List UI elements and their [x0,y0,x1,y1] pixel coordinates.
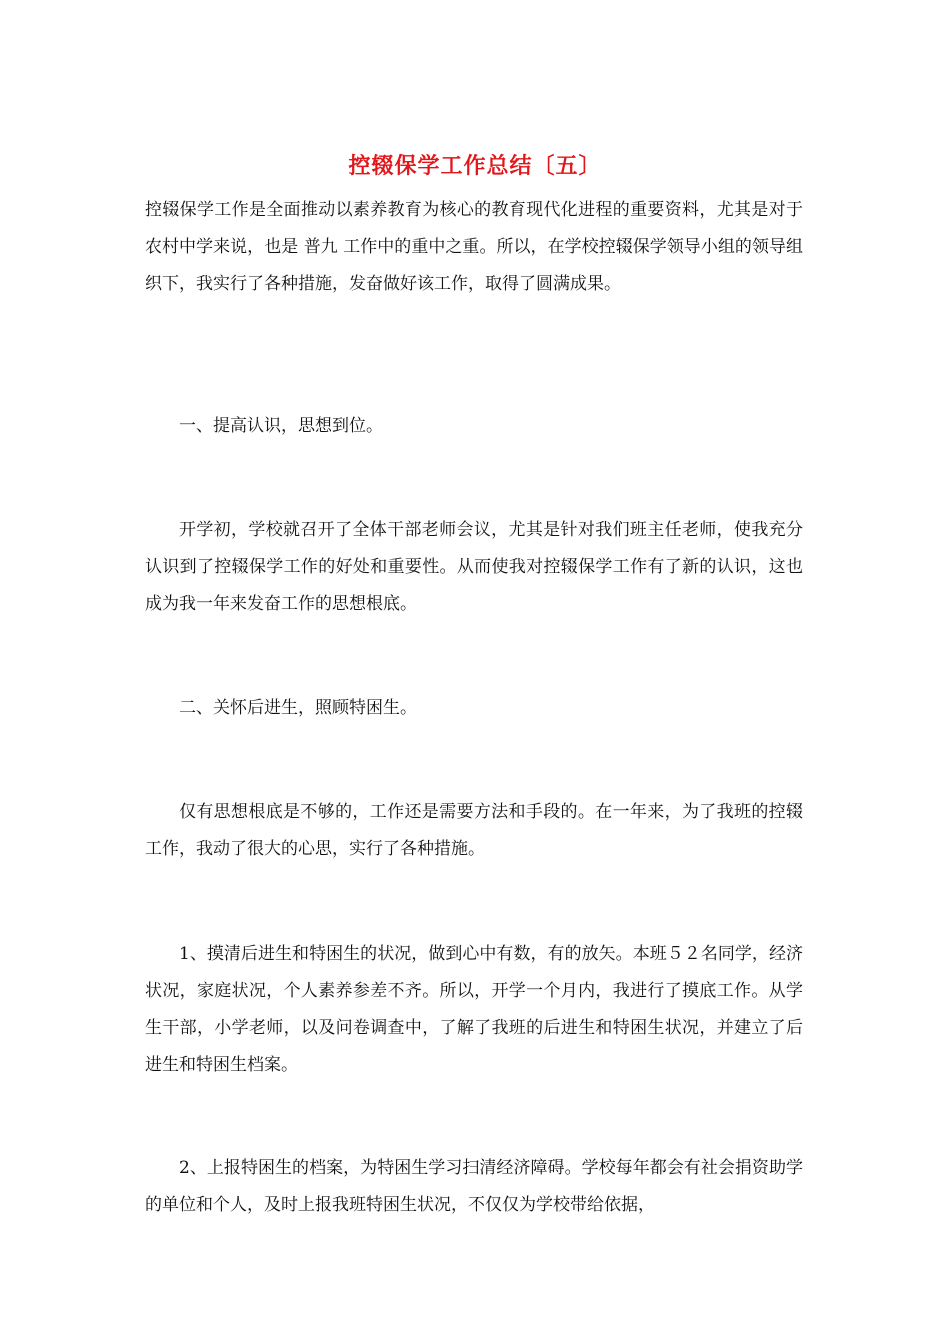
paragraph-section-2: 仅有思想根底是不够的，工作还是需要方法和手段的。在一年来，为了我班的控辍工作，我动了很大的心思，实行了各种措施。 [145,802,803,859]
section-heading-1: 一、提高认识，思想到位。 [179,416,383,436]
paragraph-item-1: 1、摸清后进生和特困生的状况，做到心中有数，有的放矢。本班５２名同学，经济状况，家庭状况，个人素养参差不齐。所以，开学一个月内，我进行了摸底工作。从学生干部，小学老师，以及问卷调查中，了解了我班的后进生和特困生状况，并建立了后进生和特困生档案。 [145,944,803,1075]
document-title: 控辍保学工作总结〔五〕 [348,153,602,179]
intro-paragraph: 控辍保学工作是全面推动以素养教育为核心的教育现代化进程的重要资料，尤其是对于农村中学来说，也是 普九 工作中的重中之重。所以，在学校控辍保学领导小组的领导组织下，我实行了各种措施，发奋做好该工作，取得了圆满成果。 [145,200,803,294]
paragraph-section-1: 开学初，学校就召开了全体干部老师会议，尤其是针对我们班主任老师，使我充分认识到了控辍保学工作的好处和重要性。从而使我对控辍保学工作有了新的认识，这也成为我一年来发奋工作的思想根底。 [145,520,803,614]
section-heading-2: 二、关怀后进生，照顾特困生。 [179,698,417,718]
paragraph-item-2: 2、上报特困生的档案，为特困生学习扫清经济障碍。学校每年都会有社会捐资助学的单位和个人，及时上报我班特困生状况，不仅仅为学校带给依据， [145,1158,803,1215]
